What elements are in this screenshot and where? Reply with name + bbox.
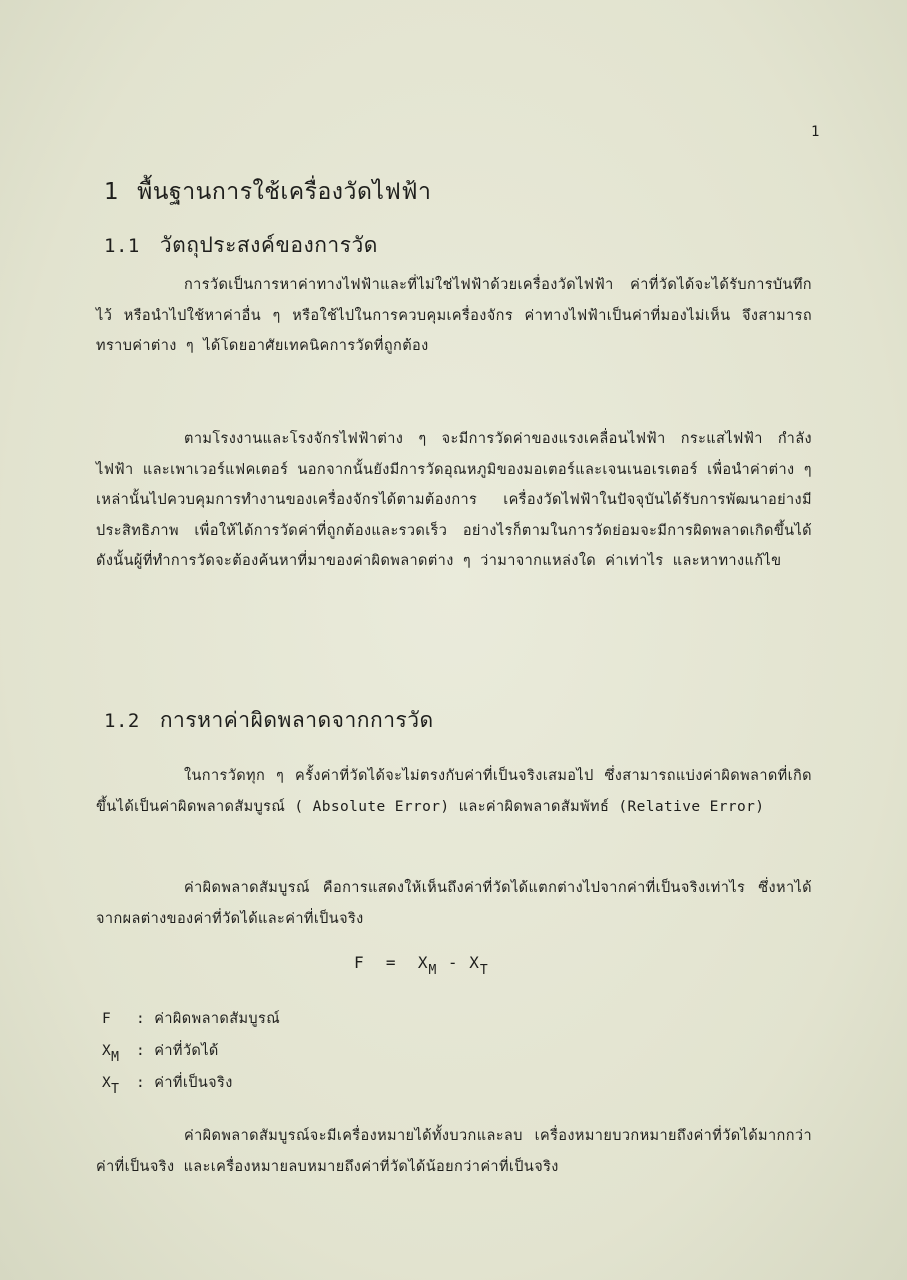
- definition-row: XT : ค่าที่เป็นจริง: [102, 1075, 233, 1097]
- section-number: 1.1: [104, 235, 140, 257]
- formula-minus: -: [447, 953, 459, 972]
- formula-measured: X: [417, 953, 429, 972]
- formula-lhs: F: [354, 953, 365, 972]
- absolute-error-formula: [354, 953, 489, 978]
- page-number: 1: [811, 124, 820, 140]
- paragraph-1-2-b: ค่าผิดพลาดสัมบูรณ์ คือการแสดงให้เห็นถึงค่าที่วัดได้แตกต่างไปจากค่าที่เป็นจริงเท่าไร ซึ่งหาได้จากผลต่างของค่าที่วัดได้และค่าที่เป็นจริง: [96, 880, 812, 927]
- section-title: การหาค่าผิดพลาดจากการวัด: [159, 708, 434, 732]
- definition-row: XM : ค่าที่วัดได้: [102, 1043, 219, 1065]
- paragraph-1-2-a: ในการวัดทุก ๆ ครั้งค่าที่วัดได้จะไม่ตรงกับค่าที่เป็นจริงเสมอไป ซึ่งสามารถแบ่งค่าผิดพลาดที่เกิดขึ้นได้เป็นค่าผิดพลาดสัมบูรณ์ ( Absolute Error) และค่าผิดพลาดสัมพัทธ์ (Relative Error): [96, 768, 812, 815]
- formula-true-sub: T: [479, 963, 489, 978]
- definition-row: F : ค่าผิดพลาดสัมบูรณ์: [102, 1011, 281, 1027]
- section-heading-1-2: [104, 704, 434, 737]
- paragraph-1-1-b: ตามโรงงานและโรงจักรไฟฟ้าต่าง ๆ จะมีการวัดค่าของแรงเคลื่อนไฟฟ้า กระแสไฟฟ้า กำลังไฟฟ้า และเพาเวอร์แฟคเตอร์ นอกจากนั้นยังมีการวัดอุณหภูมิของมอเตอร์และเจนเนอเรเตอร์ เพื่อนำค่าต่าง ๆ เหล่านั้นไปควบคุมการทำงานของเครื่องจักรได้ตามต้องการ เครื่องวัดไฟฟ้าในปัจจุบันได้รับการพัฒนาอย่างมีประสิทธิภาพ เพื่อให้ได้การวัดค่าที่ถูกต้องและรวดเร็ว อย่างไรก็ตามในการวัดย่อมจะมีการผิดพลาดเกิดขึ้นได้ ดังนั้นผู้ที่ทำการวัดจะต้องค้นหาที่มาของค่าผิดพลาดต่าง ๆ ว่ามาจากแหล่งใด ค่าเท่าไร และหาทางแก้ไข: [96, 431, 812, 569]
- chapter-title: พื้นฐานการใช้เครื่องวัดไฟฟ้า: [137, 179, 432, 205]
- section-heading-1-1: [104, 229, 378, 262]
- section-title: วัตถุประสงค์ของการวัด: [159, 233, 378, 257]
- section-number: 1.2: [104, 710, 140, 732]
- chapter-heading: [104, 174, 431, 210]
- formula-true: X: [469, 953, 480, 972]
- paragraph-1-2-c: ค่าผิดพลาดสัมบูรณ์จะมีเครื่องหมายได้ทั้งบวกและลบ เครื่องหมายบวกหมายถึงค่าที่วัดได้มากกว่าค่าที่เป็นจริง และเครื่องหมายลบหมายถึงค่าที่วัดได้น้อยกว่าค่าที่เป็นจริง: [96, 1128, 812, 1175]
- formula-equals: =: [385, 953, 397, 972]
- chapter-number: 1: [104, 179, 120, 205]
- formula-measured-sub: M: [428, 963, 438, 978]
- paragraph-1-1-a: การวัดเป็นการหาค่าทางไฟฟ้าและที่ไม่ใช่ไฟฟ้าด้วยเครื่องวัดไฟฟ้า ค่าที่วัดได้จะได้รับการบันทึกไว้ หรือนำไปใช้หาค่าอื่น ๆ หรือใช้ไปในการควบคุมเครื่องจักร ค่าทางไฟฟ้าเป็นค่าที่มองไม่เห็น จึงสามารถทราบค่าต่าง ๆ ได้โดยอาศัยเทคนิคการวัดที่ถูกต้อง: [96, 277, 812, 354]
